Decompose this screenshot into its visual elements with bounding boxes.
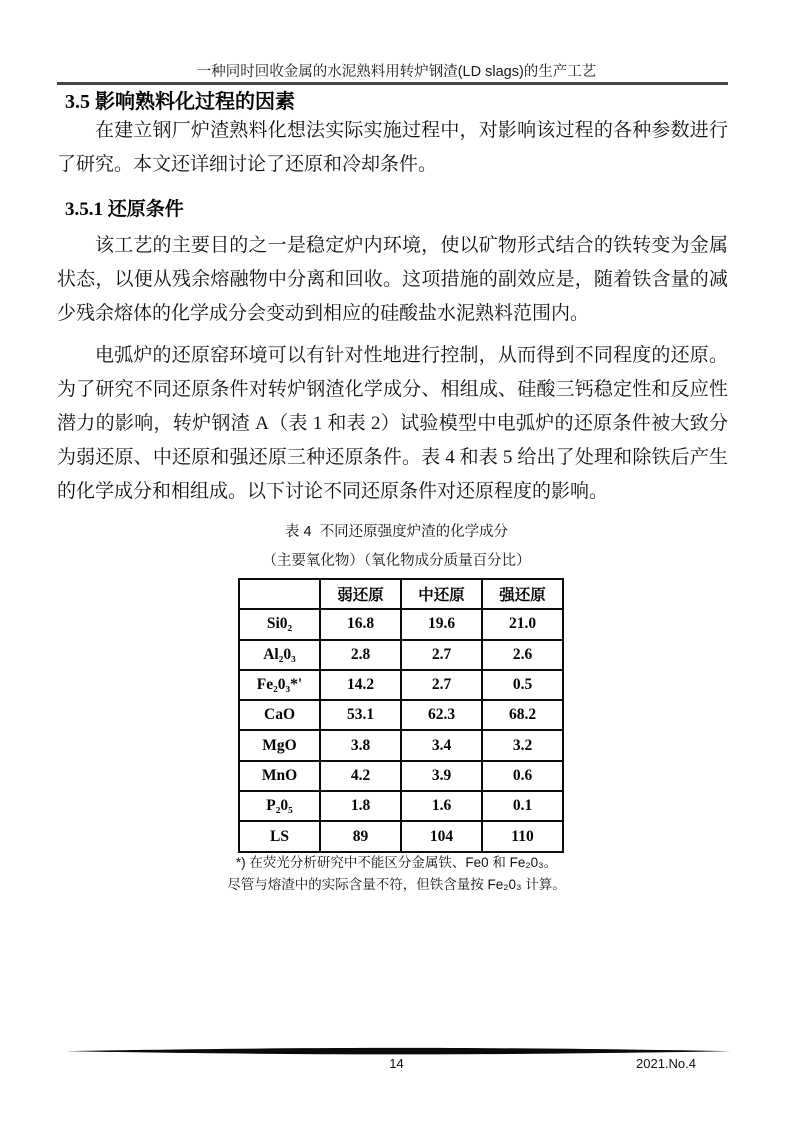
row-label: MgO — [239, 730, 320, 760]
row-label: Al₂0₃ — [239, 640, 320, 670]
table-row — [239, 761, 563, 791]
cell-value: 68.2 — [482, 700, 563, 730]
cell-value: 3.8 — [320, 730, 401, 760]
cell-value: 2.8 — [320, 640, 401, 670]
table-row — [239, 609, 563, 639]
header-cell-strong: 强还原 — [482, 579, 563, 609]
row-label: P₂0₅ — [239, 791, 320, 821]
cell-value: 19.6 — [401, 609, 482, 639]
cell-value: 0.1 — [482, 791, 563, 821]
row-label: MnO — [239, 761, 320, 791]
subsection-heading: 3.5.1 还原条件 — [65, 199, 184, 220]
paragraph-1: 在建立钢厂炉渣熟料化想法实际实施过程中，对影响该过程的各种参数进行了研究。本文还详细讨论了还原和冷却条件。 — [57, 120, 728, 175]
journal-header-title: 一种同时回收金属的水泥熟料用转炉钢渣(LD slags)的生产工艺 — [196, 64, 597, 80]
cell-value: 110 — [482, 821, 563, 851]
cell-value: 3.4 — [401, 730, 482, 760]
cell-value: 2.7 — [401, 670, 482, 700]
row-label: Fe₂0₃*' — [239, 670, 320, 700]
header-cell-empty — [239, 579, 320, 609]
cell-value: 14.2 — [320, 670, 401, 700]
cell-value: 0.5 — [482, 670, 563, 700]
cell-value: 89 — [320, 821, 401, 851]
table-row — [239, 700, 563, 730]
table-row — [239, 640, 563, 670]
table-row — [239, 670, 563, 700]
cell-value: 3.9 — [401, 761, 482, 791]
table-row — [239, 821, 563, 851]
table-header-row — [239, 579, 563, 609]
header-cell-medium: 中还原 — [401, 579, 482, 609]
table-footnote-line1: *) 在荧光分析研究中不能区分金属铁、Fe0 和 Fe₂0₃。 — [235, 855, 558, 870]
cell-value: 3.2 — [482, 730, 563, 760]
paragraph-2: 该工艺的主要目的之一是稳定炉内环境，使以矿物形式结合的铁转变为金属状态，以便从残余熔融物中分离和回收。这项措施的副效应是，随着铁含量的减少残余熔体的化学成分会变动到相应的硅酸盐水泥熟料范围内。 — [57, 235, 728, 324]
issue-number: 2021.No.4 — [636, 1056, 696, 1071]
table-caption-line2: （主要氧化物）（氧化物成分质量百分比） — [262, 553, 531, 569]
cell-value: 62.3 — [401, 700, 482, 730]
cell-value: 53.1 — [320, 700, 401, 730]
table-caption-line1: 表 4 不同还原强度炉渣的化学成分 — [284, 524, 509, 540]
footer-rule — [66, 1047, 731, 1055]
row-label: CaO — [239, 700, 320, 730]
cell-value: 0.6 — [482, 761, 563, 791]
cell-value: 1.8 — [320, 791, 401, 821]
page-number: 14 — [389, 1056, 404, 1071]
cell-value: 4.2 — [320, 761, 401, 791]
header-cell-weak: 弱还原 — [320, 579, 401, 609]
row-label: Si0₂ — [239, 609, 320, 639]
cell-value: 16.8 — [320, 609, 401, 639]
cell-value: 2.6 — [482, 640, 563, 670]
paragraph-3: 电弧炉的还原窑环境可以有针对性地进行控制，从而得到不同程度的还原。为了研究不同还原条件对转炉钢渣化学成分、相组成、硅酸三钙稳定性和反应性潜力的影响，转炉钢渣 A（表 1 和表 2）试验模型中电弧炉的还原条件被大致分为弱还原、中还原和强还原三种还原条件。表 4 和表 5 给出了处理和除铁后产生的化学成分和相组成。以下讨论不同还原条件对还原程度的影响。 — [57, 345, 728, 502]
row-label: LS — [239, 821, 320, 851]
composition-table — [238, 578, 564, 853]
table-row — [239, 791, 563, 821]
cell-value: 2.7 — [401, 640, 482, 670]
cell-value: 1.6 — [401, 791, 482, 821]
cell-value: 104 — [401, 821, 482, 851]
composition-table-wrapper — [238, 578, 564, 853]
table-row — [239, 730, 563, 760]
cell-value: 21.0 — [482, 609, 563, 639]
section-heading: 3.5 影响熟料化过程的因素 — [65, 91, 295, 113]
table-footnote-line2: 尽管与熔渣中的实际含量不符，但铁含量按 Fe₂0₃ 计算。 — [227, 877, 566, 892]
